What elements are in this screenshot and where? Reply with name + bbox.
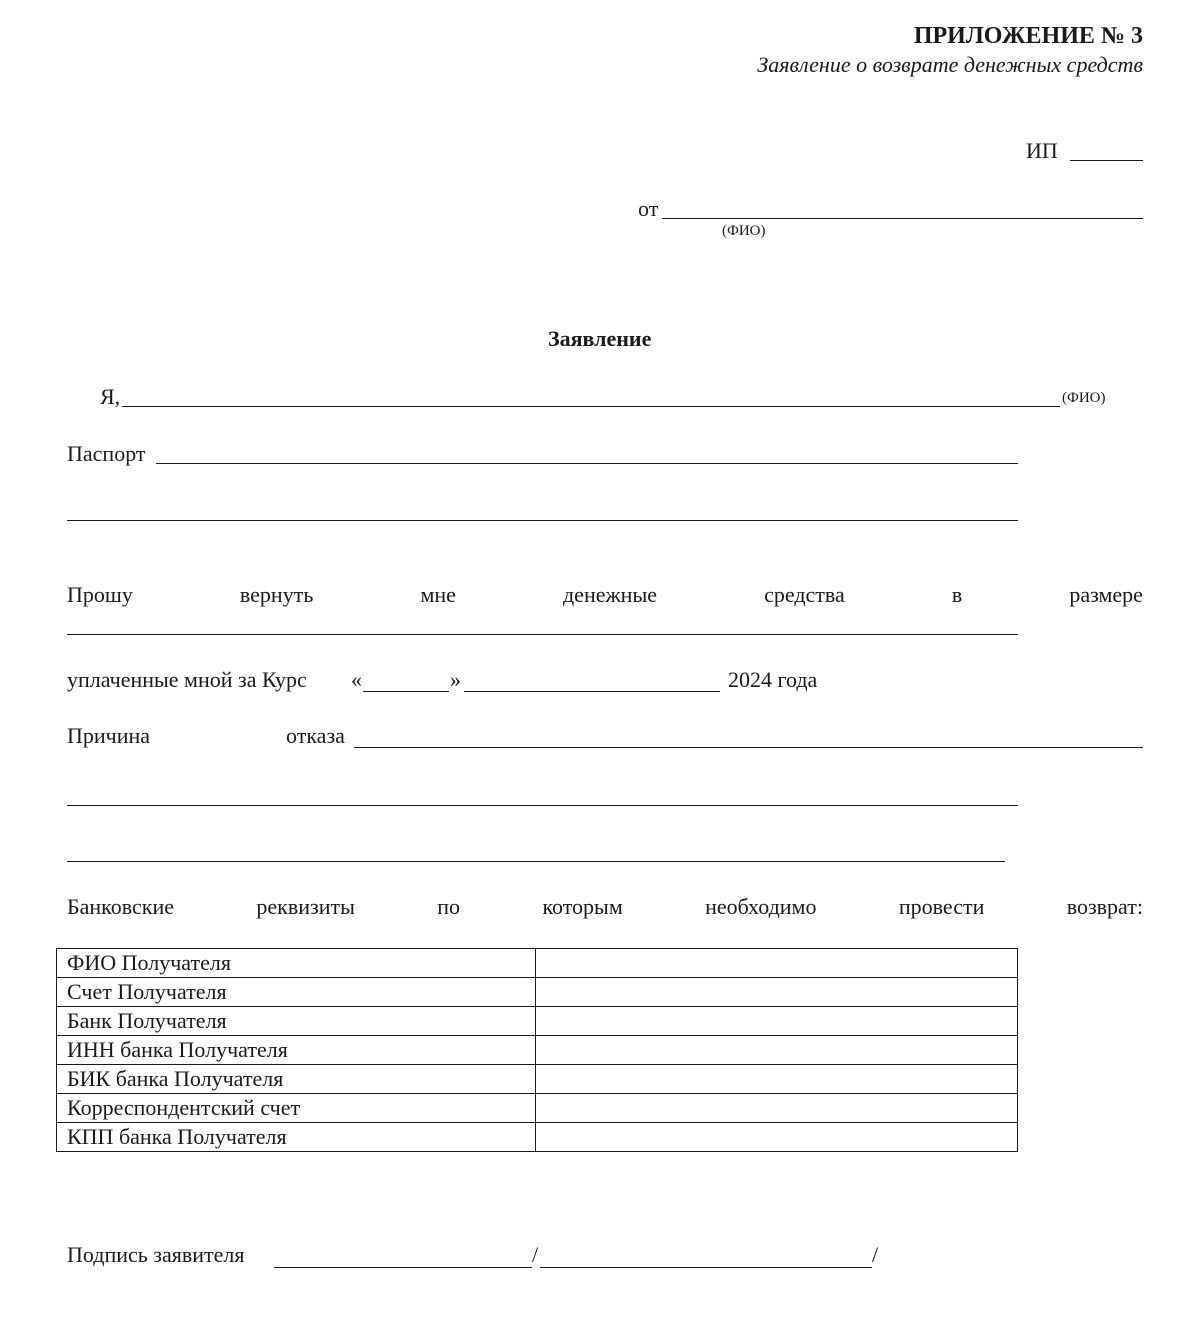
request-sentence bbox=[67, 582, 1143, 608]
bank-row-value[interactable] bbox=[536, 1065, 1018, 1094]
signature-separator: / bbox=[532, 1242, 539, 1267]
bank-intro-word: которым bbox=[542, 894, 623, 919]
applicant-fio-hint: (ФИО) bbox=[1062, 390, 1106, 406]
bank-intro-word: провести bbox=[898, 894, 985, 919]
request-word: в bbox=[951, 582, 963, 607]
addressee-fio-hint: (ФИО) bbox=[722, 223, 766, 239]
addressee-fio-field[interactable] bbox=[662, 218, 1143, 219]
bank-row-value[interactable] bbox=[536, 1036, 1018, 1065]
table-row bbox=[57, 1036, 1018, 1065]
reason-field-3[interactable] bbox=[67, 861, 1005, 862]
paid-text: уплаченные мной за Курс bbox=[67, 667, 307, 692]
request-word: денежные bbox=[562, 582, 657, 607]
request-word: вернуть bbox=[239, 582, 314, 607]
appendix-subtitle: Заявление о возврате денежных средств bbox=[757, 52, 1143, 77]
bank-row-value[interactable] bbox=[536, 949, 1018, 978]
bank-row-label: КПП банка Получателя bbox=[57, 1123, 536, 1152]
table-row bbox=[57, 1123, 1018, 1152]
table-row bbox=[57, 1007, 1018, 1036]
reason-label-1: Причина bbox=[67, 723, 151, 748]
bank-row-value[interactable] bbox=[536, 1007, 1018, 1036]
quote-close: » bbox=[450, 667, 461, 692]
bank-intro-word: по bbox=[437, 894, 461, 919]
passport-field-2[interactable] bbox=[67, 520, 1018, 521]
course-day-field[interactable] bbox=[363, 691, 449, 692]
signature-end: / bbox=[872, 1242, 879, 1267]
amount-field[interactable] bbox=[67, 634, 1018, 635]
bank-row-value[interactable] bbox=[536, 978, 1018, 1007]
table-row bbox=[57, 1094, 1018, 1123]
passport-field-1[interactable] bbox=[156, 463, 1018, 464]
bank-row-value[interactable] bbox=[536, 1123, 1018, 1152]
table-row bbox=[57, 978, 1018, 1007]
quote-open: « bbox=[351, 667, 362, 692]
bank-intro-word: необходимо bbox=[705, 894, 817, 919]
request-word: Прошу bbox=[67, 582, 133, 607]
bank-details-table bbox=[56, 948, 1018, 1152]
reason-field-2[interactable] bbox=[67, 805, 1018, 806]
request-word: размере bbox=[1069, 582, 1143, 607]
bank-row-label: БИК банка Получателя bbox=[57, 1065, 536, 1094]
course-month-field[interactable] bbox=[464, 691, 720, 692]
addressee-ip-field[interactable] bbox=[1070, 160, 1143, 161]
signature-field[interactable] bbox=[274, 1267, 532, 1268]
signature-name-field[interactable] bbox=[540, 1267, 872, 1268]
bank-row-label: Корреспондентский счет bbox=[57, 1094, 536, 1123]
table-row bbox=[57, 1065, 1018, 1094]
bank-intro-word: возврат: bbox=[1066, 894, 1143, 919]
request-word: мне bbox=[420, 582, 456, 607]
addressee-ip-label: ИП bbox=[1026, 138, 1058, 163]
reason-field-1[interactable] bbox=[354, 747, 1143, 748]
bank-row-label: Банк Получателя bbox=[57, 1007, 536, 1036]
bank-intro bbox=[67, 894, 1143, 920]
year-text: 2024 года bbox=[728, 667, 818, 692]
bank-row-label: ФИО Получателя bbox=[57, 949, 536, 978]
table-row bbox=[57, 949, 1018, 978]
signature-label: Подпись заявителя bbox=[67, 1242, 245, 1267]
reason-label-2: отказа bbox=[286, 723, 345, 748]
appendix-title: ПРИЛОЖЕНИЕ № 3 bbox=[913, 23, 1143, 49]
addressee-from-label: от bbox=[638, 196, 659, 221]
bank-intro-word: Банковские bbox=[67, 894, 174, 919]
document-title: Заявление bbox=[548, 326, 652, 351]
applicant-i-label: Я, bbox=[100, 384, 121, 409]
bank-row-label: ИНН банка Получателя bbox=[57, 1036, 536, 1065]
bank-intro-word: реквизиты bbox=[256, 894, 355, 919]
request-word: средства bbox=[764, 582, 845, 607]
passport-label: Паспорт bbox=[67, 441, 146, 466]
bank-row-value[interactable] bbox=[536, 1094, 1018, 1123]
bank-row-label: Счет Получателя bbox=[57, 978, 536, 1007]
applicant-fio-field[interactable] bbox=[122, 406, 1060, 407]
